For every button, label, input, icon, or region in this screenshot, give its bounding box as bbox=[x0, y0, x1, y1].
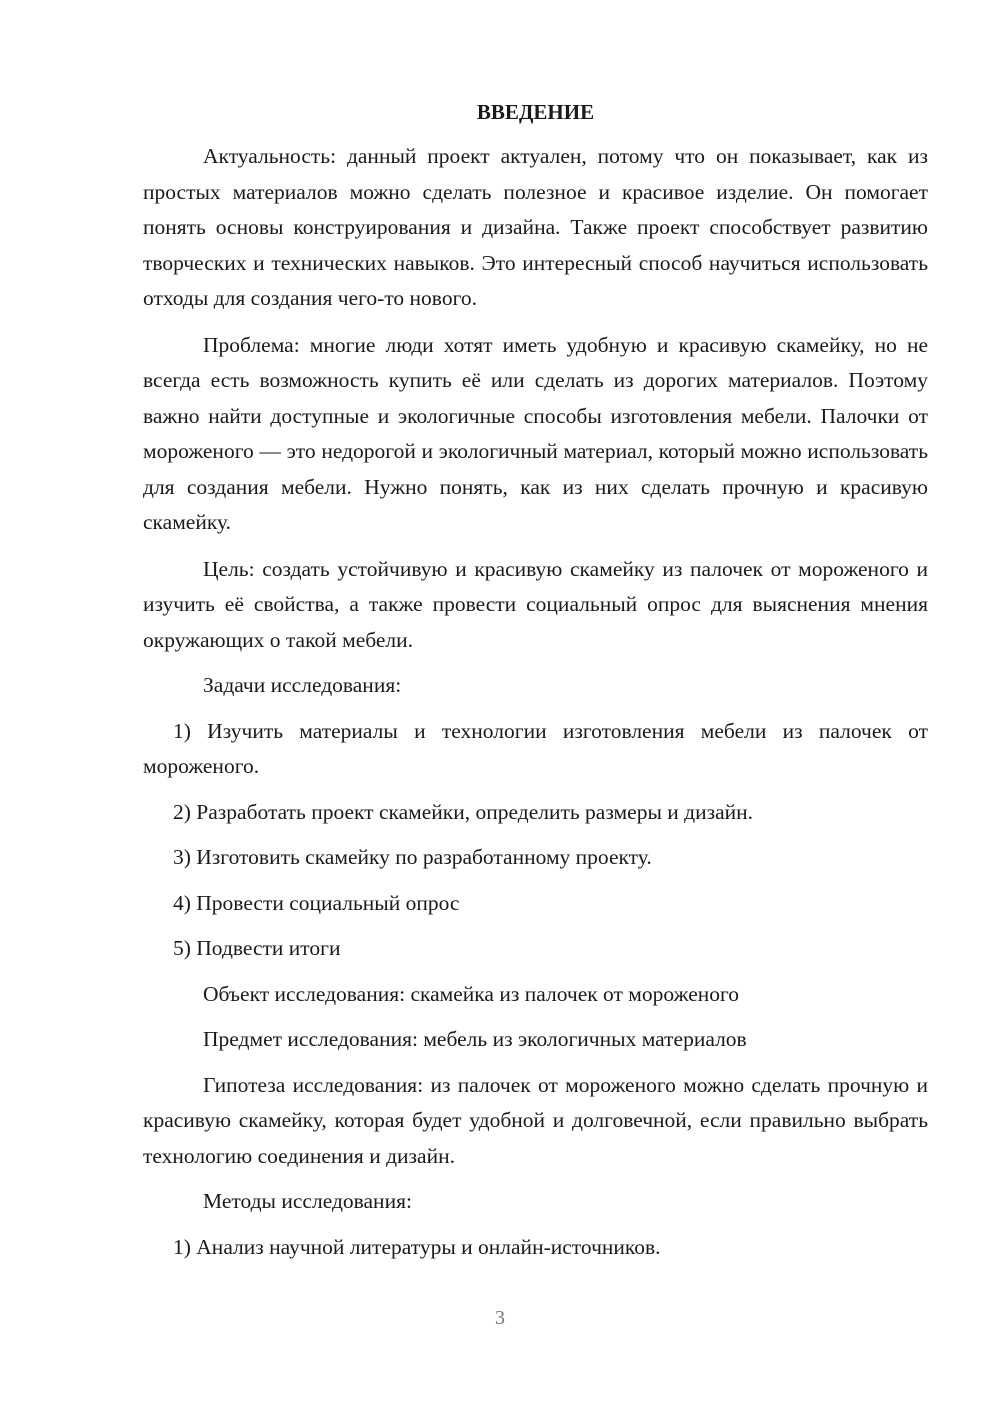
task-item: 5) Подвести итоги bbox=[173, 936, 341, 960]
tasks-heading: Задачи исследования: bbox=[203, 673, 402, 697]
task-item: 3) Изготовить скамейку по разработанному проекту. bbox=[173, 845, 652, 869]
method-item: 1) Анализ научной литературы и онлайн-источников. bbox=[173, 1234, 661, 1259]
research-subject: Предмет исследования: мебель из экологичных материалов bbox=[203, 1027, 747, 1051]
research-object: Объект исследования: скамейка из палочек от мороженого bbox=[203, 981, 740, 1006]
problem-paragraph: Проблема: многие люди хотят иметь удобную и красивую скамейку, но не всегда есть возможность купить её или сделать из дорогих материалов. Поэтому важно найти доступные и экологичные способы изготовления мебели. Палочки от мороженого — это недорогой и экологичный материал, который можно использовать для создания мебели. Нужно понять, как из них сделать прочную и красивую скамейку. bbox=[143, 332, 928, 534]
task-item: 2) Разработать проект скамейки, определить размеры и дизайн. bbox=[173, 799, 754, 824]
task-item: 1) Изучить материалы и технологии изготовления мебели из палочек от мороженого. bbox=[143, 718, 928, 778]
goal-paragraph: Цель: создать устойчивую и красивую скамейку из палочек от мороженого и изучить её свойства, а также провести социальный опрос для выяснения мнения окружающих о такой мебели. bbox=[143, 556, 928, 652]
task-item: 4) Провести социальный опрос bbox=[173, 890, 460, 915]
page-content bbox=[143, 95, 928, 1265]
page-number: 3 bbox=[495, 1307, 505, 1329]
hypothesis-paragraph: Гипотеза исследования: из палочек от мороженого можно сделать прочную и красивую скамейку, которая будет удобной и долговечной, если правильно выбрать технологию соединения и дизайн. bbox=[143, 1072, 928, 1168]
section-title: ВВЕДЕНИЕ bbox=[476, 100, 595, 124]
methods-heading: Методы исследования: bbox=[203, 1189, 412, 1213]
relevance-paragraph: Актуальность: данный проект актуален, потому что он показывает, как из простых материалов можно сделать полезное и красивое изделие. Он помогает понять основы конструирования и дизайна. Также проект способствует развитию творческих и технических навыков. Это интересный способ научиться использовать отходы для создания чего-то нового. bbox=[143, 144, 928, 310]
